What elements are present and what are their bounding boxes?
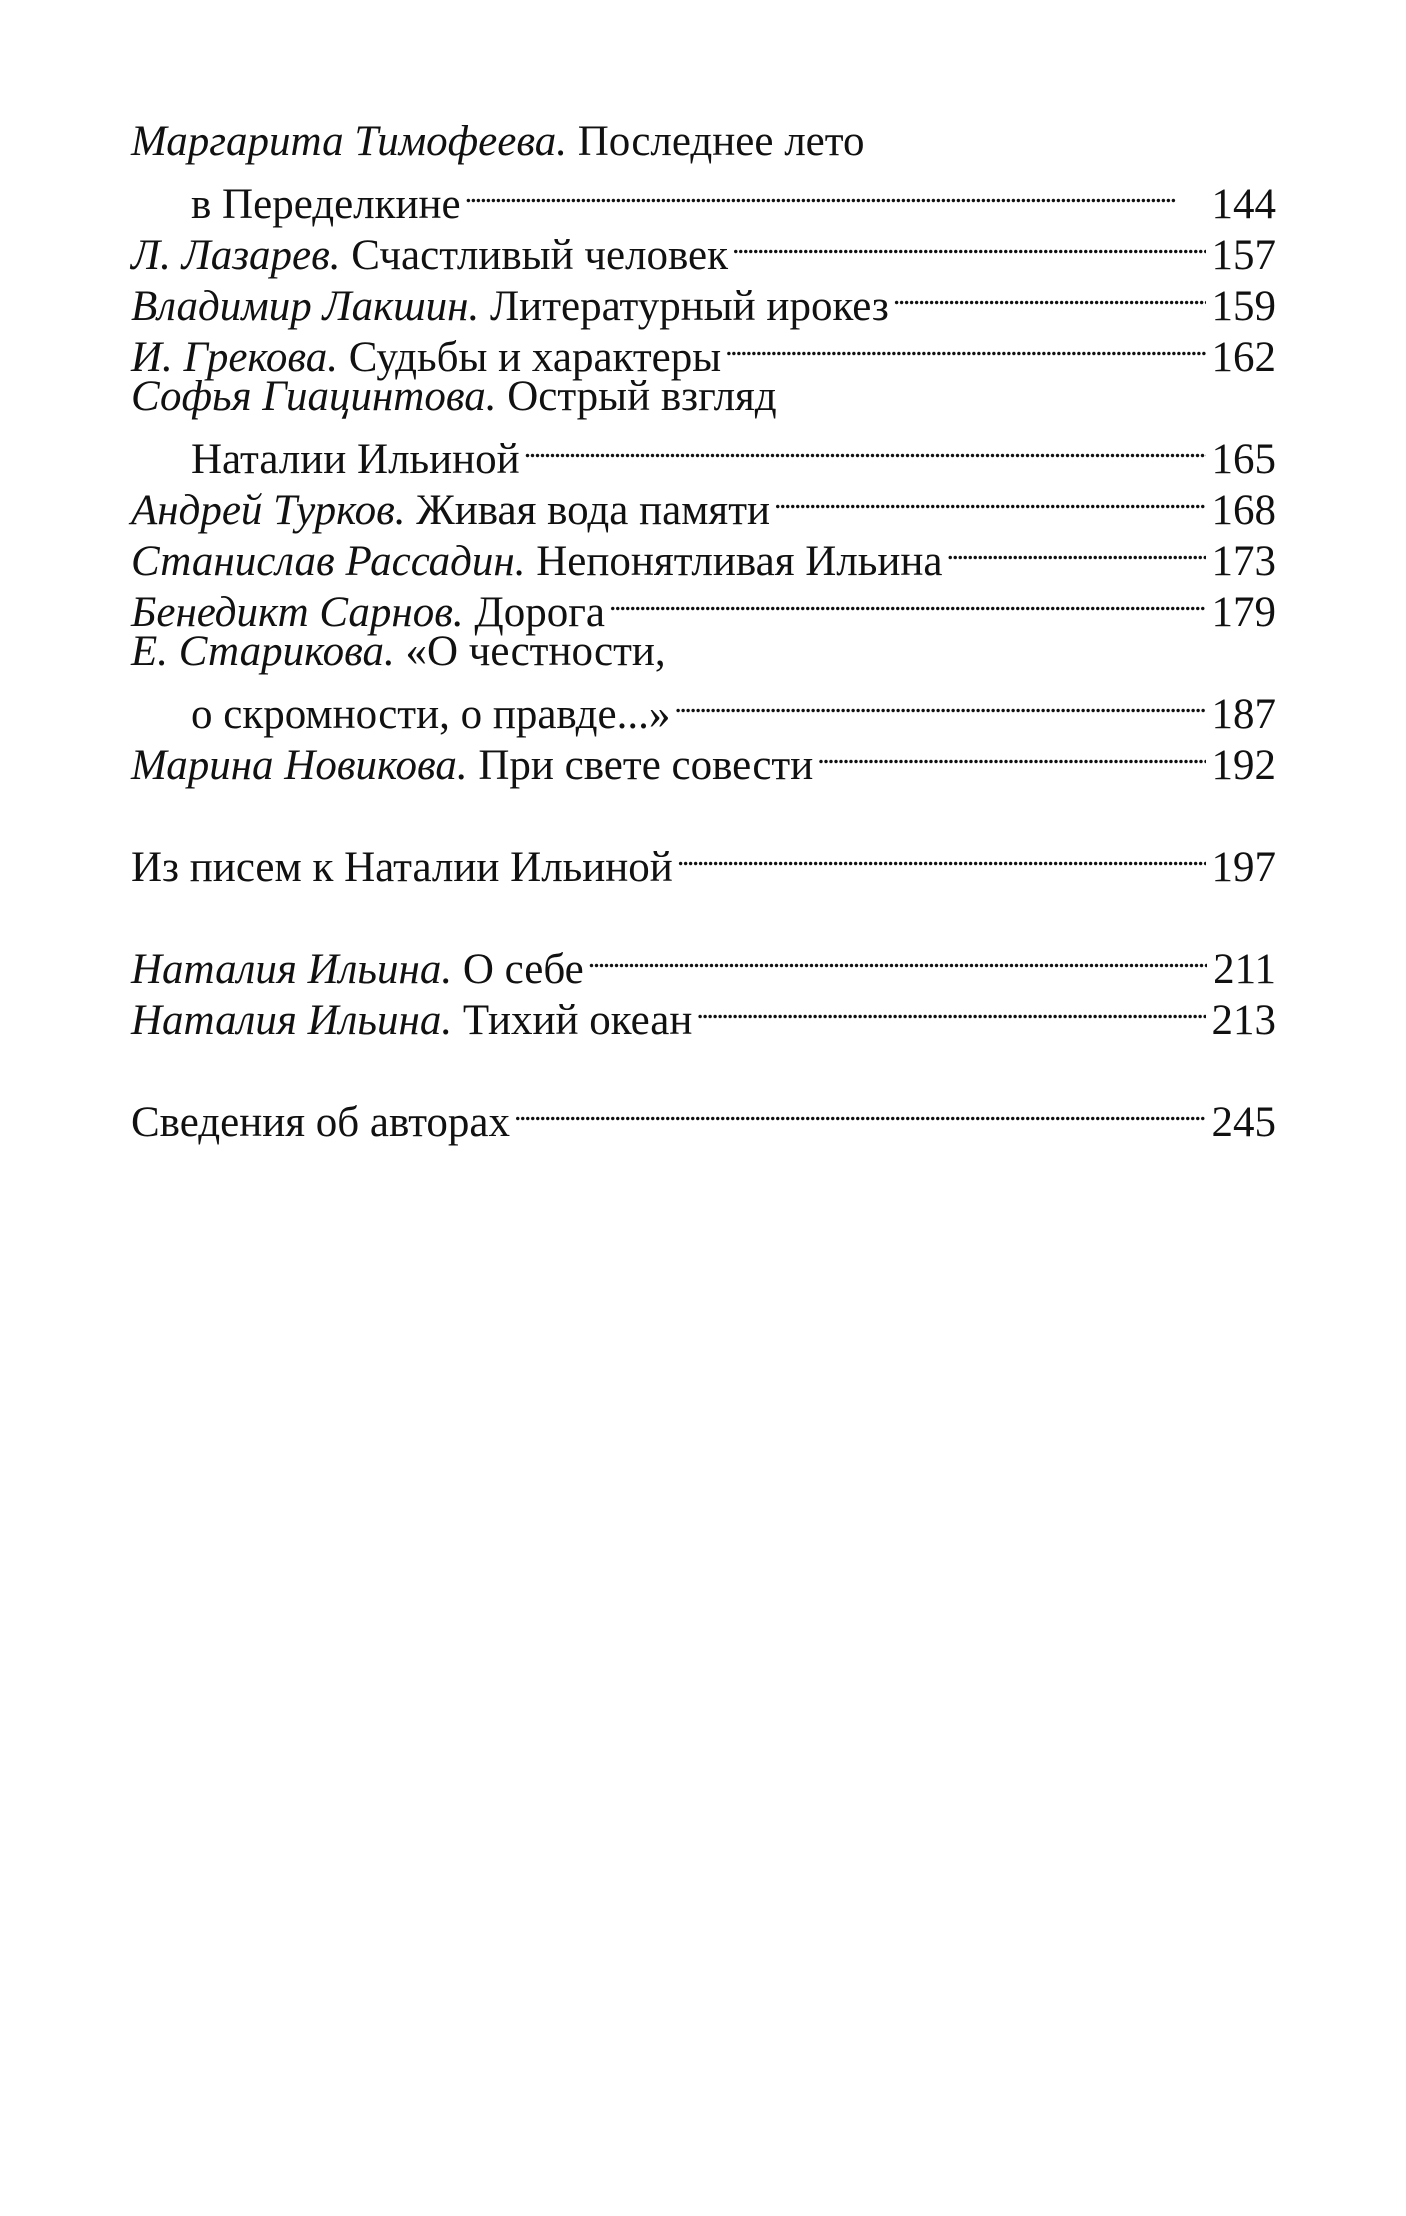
dot-leader (696, 983, 1205, 1034)
entry-title: Непонятливая Ильина (536, 538, 943, 585)
entry-author: Бенедикт Сарнов. (131, 589, 464, 636)
entry-title: Последнее лето (577, 118, 865, 165)
entry-author: Софья Гиацинтова. (131, 373, 497, 420)
toc-entry (131, 932, 1276, 993)
dot-leader (677, 830, 1206, 881)
entry-author: Станислав Рассадин. (131, 538, 526, 585)
entry-author: Андрей Турков. (131, 487, 406, 534)
dot-leader (514, 1085, 1205, 1136)
dot-leader (946, 524, 1205, 575)
entry-title: Живая вода памяти (416, 487, 770, 534)
entry-page-number: 168 (1211, 487, 1276, 534)
entry-page-number: 245 (1211, 1099, 1276, 1146)
entry-page-number: 162 (1211, 334, 1276, 381)
entry-title: О себе (462, 946, 584, 993)
table-of-contents (131, 116, 1276, 1146)
entry-title-continuation: в Переделкине (191, 181, 461, 228)
dot-leader (893, 269, 1206, 320)
entry-page-number: 213 (1211, 997, 1276, 1044)
toc-entry (131, 626, 1276, 738)
dot-leader (465, 167, 1206, 218)
entry-title: Из писем к Наталии Ильиной (131, 844, 673, 891)
entry-title: «О честности, (405, 628, 666, 675)
entry-page-number: 144 (1211, 181, 1276, 228)
entry-title-continuation: о скромности, о правде...» (191, 691, 671, 738)
entry-author: Маргарита Тимофеева. (131, 118, 567, 165)
entry-page-number: 197 (1211, 844, 1276, 891)
entry-title: Счастливый человек (351, 232, 729, 279)
toc-entry (131, 830, 1276, 891)
dot-leader (732, 218, 1205, 269)
dot-leader (588, 932, 1207, 983)
entry-page-number: 173 (1211, 538, 1276, 585)
entry-title: Острый взгляд (507, 373, 777, 420)
entry-page-number: 157 (1211, 232, 1276, 279)
toc-entry (131, 116, 1276, 228)
dot-leader (725, 320, 1205, 371)
dot-leader (524, 422, 1206, 473)
entry-title: Сведения об авторах (131, 1099, 511, 1146)
entry-author: Л. Лазарев. (131, 232, 341, 279)
entry-author: Марина Новикова. (131, 742, 468, 789)
entry-author: Наталия Ильина. (131, 946, 453, 993)
entry-author: Наталия Ильина. (131, 997, 453, 1044)
entry-title: Литературный ирокез (490, 283, 889, 330)
dot-leader (674, 677, 1205, 728)
entry-title: При свете совести (478, 742, 814, 789)
dot-leader (817, 728, 1205, 779)
entry-page-number: 179 (1211, 589, 1276, 636)
entry-page-number: 211 (1213, 946, 1276, 993)
entry-page-number: 192 (1211, 742, 1276, 789)
entry-author: Владимир Лакшин. (131, 283, 480, 330)
entry-page-number: 159 (1211, 283, 1276, 330)
entry-title: Дорога (474, 589, 605, 636)
entry-author: И. Грекова. (131, 334, 339, 381)
toc-entry (131, 371, 1276, 483)
dot-leader (609, 575, 1206, 626)
entry-title: Тихий океан (462, 997, 693, 1044)
toc-entry (131, 1085, 1276, 1146)
entry-author: Е. Старикова. (131, 628, 395, 675)
entry-title-continuation: Наталии Ильиной (191, 436, 520, 483)
entry-page-number: 187 (1211, 691, 1276, 738)
entry-title: Судьбы и характеры (348, 334, 722, 381)
entry-page-number: 165 (1211, 436, 1276, 483)
dot-leader (774, 473, 1206, 524)
